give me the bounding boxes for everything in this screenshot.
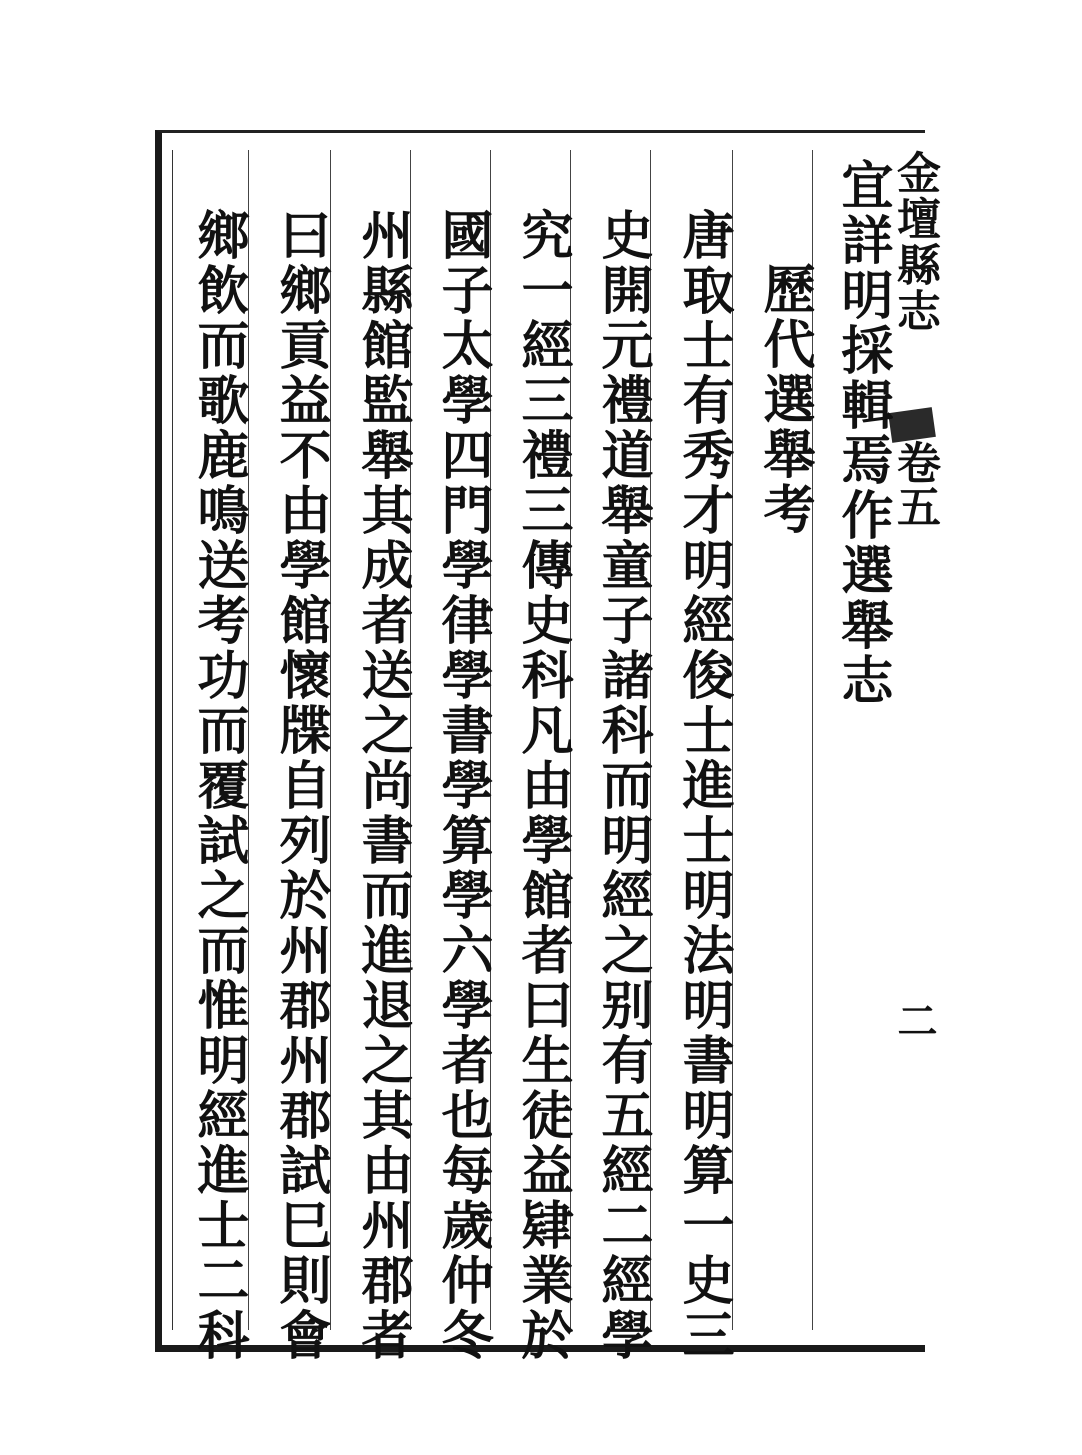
- inner-border-line: [172, 150, 173, 1330]
- fishtail-mark: [888, 407, 936, 443]
- text-column-8: 曰鄉貢益不由學館懷牒自列於州郡州郡試巳則會: [270, 208, 331, 1363]
- text-column-4: 史開元禮道舉童子諸科而明經之别有五經二經學: [592, 208, 653, 1363]
- text-column-9: 鄉飲而歌鹿鳴送考功而覆試之而惟明經進士二科: [188, 208, 249, 1363]
- gazetteer-title: 金壇縣志: [889, 150, 940, 334]
- volume-label: 卷五: [889, 440, 940, 528]
- text-column-6: 國子太學四門學律學書學算學六學者也每歲仲冬: [432, 208, 493, 1363]
- section-heading: 歷代選舉考: [754, 262, 815, 537]
- text-column-7: 州縣館監舉其成者送之尚書而進退之其由州郡者: [352, 208, 413, 1363]
- text-column-3: 唐取士有秀才明經俊士進士明法明書明算一史三: [673, 208, 734, 1363]
- text-column-1: 宜詳明採輯焉作選舉志: [832, 158, 893, 708]
- page-number: 二: [891, 1000, 938, 1040]
- text-column-5: 究一經三禮三傳史科凡由學館者曰生徒益肄業於: [512, 208, 573, 1363]
